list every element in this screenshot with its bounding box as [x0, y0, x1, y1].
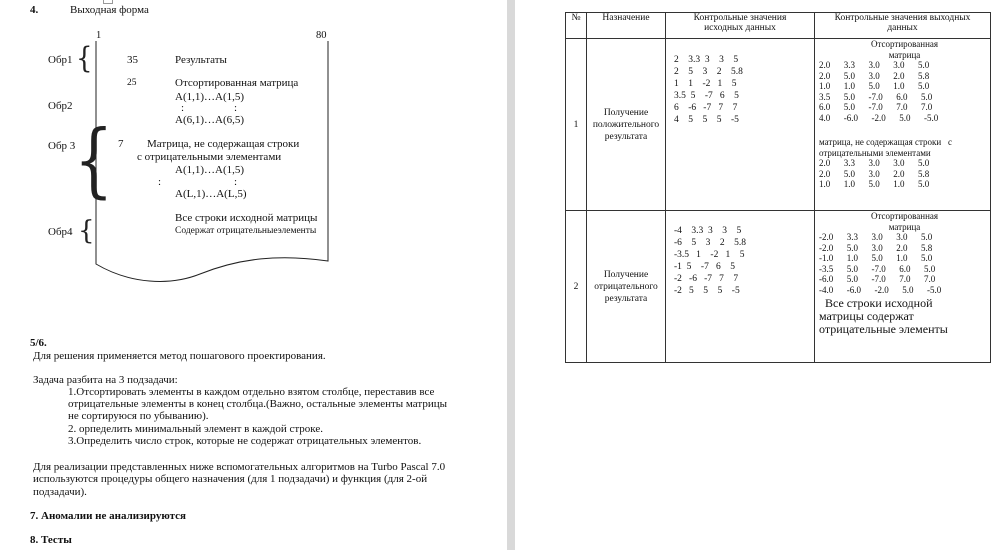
task-1-line-c: не сортируюся по убыванию).	[68, 410, 209, 422]
paragraph-line-c: подзадачи).	[33, 486, 87, 498]
row-1-input-line: 2 5 3 2 5.8	[674, 67, 743, 77]
row-2-output-line: -2.0 3.3 3.0 3.0 5.0	[819, 232, 933, 242]
brace-3-icon: {	[74, 112, 114, 208]
row-1-output2-line: 2.0 5.0 3.0 2.0 5.8	[819, 168, 930, 179]
form-line2-col: 25	[127, 78, 137, 88]
header-input-line2: исходных данных	[704, 23, 776, 33]
row-1-output-line: 2.0 3.3 3.0 3.0 5.0	[819, 60, 930, 70]
label-obr1: Обр1	[48, 54, 73, 66]
table-row	[566, 211, 991, 363]
row-1-output2-line: 2.0 3.3 3.0 3.0 5.0	[819, 158, 930, 168]
form-all-rows-note2: Содержат отрицательныеэлементы	[175, 226, 317, 236]
row-2-output	[815, 211, 991, 363]
form-nonneg-row-first: A(1,1)…A(1,5)	[175, 164, 245, 176]
header-output-line2: данных	[887, 23, 918, 33]
row-2-output-line: -4.0 -6.0 -2.0 5.0 -5.0	[819, 284, 942, 295]
row-1-input-line: 3.5 5 -7 6 5	[674, 91, 739, 101]
row-1-output	[815, 39, 991, 211]
form-nonneg-matrix-title: Матрица, не содержащая строки	[147, 138, 300, 150]
row-1-output-title2: матрица	[888, 49, 921, 60]
paragraph-line-a: Для реализации представленных ниже вспомогательных алгоритмов на Turbo Pascal 7.0	[33, 461, 446, 473]
row-1-output-line: 4.0 -6.0 -2.0 5.0 -5.0	[819, 112, 939, 123]
form-nonneg-colon-b: :	[234, 176, 238, 188]
task-3: 3.Определить число строк, которые не содержат отрицательных элементов.	[68, 435, 422, 447]
row-2-output-title: Отсортированная	[870, 211, 939, 221]
header-input	[666, 13, 815, 39]
header-input-line1: Контрольные значения	[693, 13, 787, 23]
row-2-input-line: -2 5 5 5 -5	[674, 286, 740, 296]
task-1-line-b: отрицательные элементы в конец столбца.(Важно, остальные элементы матрицы	[68, 398, 448, 410]
form-all-rows-note: Все строки исходной матрицы	[175, 212, 318, 224]
row-1-purpose-l1: Получение	[603, 107, 649, 118]
row-1-input-line: 6 -6 -7 7 7	[674, 103, 738, 113]
form-line1-col: 35	[127, 54, 138, 66]
row-1-purpose-l2: положительного	[592, 119, 660, 130]
row-1-output-line: 3.5 5.0 -7.0 6.0 5.0	[819, 91, 933, 102]
row-1-input-line: 2 3.3 3 3 5	[674, 55, 739, 65]
table-row	[566, 39, 991, 211]
row-2-output-line: -6.0 5.0 -7.0 7.0 7.0	[819, 274, 936, 284]
label-obr2: Обр2	[48, 100, 73, 112]
brace-4-icon: {	[78, 216, 95, 246]
header-purpose: Назначение	[587, 13, 666, 39]
label-obr3: Обр 3	[48, 140, 76, 152]
row-1-input-line: 4 5 5 5 -5	[674, 115, 739, 125]
row-2-input-line: -4 3.3 3 3 5	[674, 226, 742, 236]
form-sorted-matrix-title: Отсортированная матрица	[175, 77, 299, 89]
row-2-purpose-l1: Получение	[603, 269, 649, 280]
header-number: №	[566, 13, 587, 39]
table-header-row	[566, 13, 991, 39]
form-sorted-row-last: A(6,1)…A(6,5)	[175, 114, 245, 126]
label-obr4: Обр4	[48, 226, 73, 238]
section-4-title: Выходная форма	[70, 4, 149, 16]
form-sorted-colon-b: :	[234, 102, 238, 114]
row-2-number: 2	[566, 211, 587, 363]
form-nonneg-colon-a: :	[158, 176, 162, 188]
row-1-output2-line: 1.0 1.0 5.0 1.0 5.0	[819, 179, 930, 189]
row-1-output-line: 2.0 5.0 3.0 2.0 5.8	[819, 70, 930, 81]
row-1-output-title: Отсортированная	[870, 39, 939, 49]
row-2-purpose-l2: отрицательного	[594, 281, 658, 292]
row-2-purpose-l3: результата	[604, 293, 648, 304]
row-1-output-line: 1.0 1.0 5.0 1.0 5.0	[819, 81, 930, 91]
section-4-number: 4.	[30, 4, 39, 16]
form-line3-col: 7	[118, 138, 124, 150]
form-nonneg-matrix-title2: с отрицательными элементами	[137, 151, 282, 163]
ruler-start: 1	[96, 30, 102, 41]
row-2-output-line: -1.0 1.0 5.0 1.0 5.0	[819, 253, 933, 263]
row-2-input-line: -2 -6 -7 7 7	[674, 274, 739, 284]
row-2-output-line: -3.5 5.0 -7.0 6.0 5.0	[819, 263, 936, 274]
section-7: 7. Аномалии не анализируются	[30, 510, 186, 522]
row-1-output-line: 6.0 5.0 -7.0 7.0 7.0	[819, 102, 933, 112]
row-1-number: 1	[566, 39, 587, 211]
row-2-input	[666, 211, 815, 363]
row-2-output-note-l1: Все строки исходной	[825, 296, 933, 310]
paragraph-line-b: используются процедуры общего назначения (для 1 подзадачи) и функция (для 2-ой	[33, 473, 428, 485]
row-1-purpose	[587, 39, 666, 211]
page-gap	[507, 0, 515, 550]
section-56-number: 5/6.	[30, 337, 47, 349]
row-2-input-line: -6 5 3 2 5.8	[674, 238, 747, 248]
row-2-input-line: -3.5 1 -2 1 5	[674, 250, 745, 260]
form-nonneg-row-last: A(L,1)…A(L,5)	[175, 188, 247, 200]
row-2-output-line: -2.0 5.0 3.0 2.0 5.8	[819, 242, 933, 253]
row-2-output-note-l2: матрицы содержат	[819, 309, 914, 323]
task-1-line-a: 1.Отсортировать элементы в каждом отдельно взятом столбце, переставив все	[68, 386, 435, 398]
row-1-purpose-l3: результата	[604, 131, 648, 142]
header-output-line1: Контрольные значения выходных	[834, 13, 971, 23]
row-2-purpose	[587, 211, 666, 363]
row-1-output-subtitle: матрица, не содержащая строки с	[819, 137, 952, 147]
section-56-intro: Для решения применяется метод пошагового проектирования.	[33, 350, 326, 362]
header-output	[815, 13, 991, 39]
row-2-output-note-l3: отрицательные элементы	[819, 322, 948, 336]
form-sorted-colon-a: :	[181, 102, 185, 114]
form-results-title: Результаты	[175, 54, 227, 66]
section-8: 8. Тесты	[30, 534, 72, 546]
form-sorted-row-first: A(1,1)…A(1,5)	[175, 91, 245, 103]
task-2: 2. орпеделить минимальный элемент в каждой строке.	[68, 423, 324, 435]
brace-1-icon: {	[76, 42, 93, 76]
row-2-output-title2: матрица	[888, 221, 921, 232]
row-1-output-subtitle2: отрицательными элементами	[819, 147, 931, 158]
row-2-input-line: -1 5 -7 6 5	[674, 262, 735, 272]
row-1-input-line: 1 1 -2 1 5	[674, 79, 737, 89]
ruler-end: 80	[316, 30, 327, 41]
test-table	[565, 12, 991, 363]
row-1-input	[666, 39, 815, 211]
tasks-title: Задача разбита на 3 подзадачи:	[33, 374, 178, 386]
